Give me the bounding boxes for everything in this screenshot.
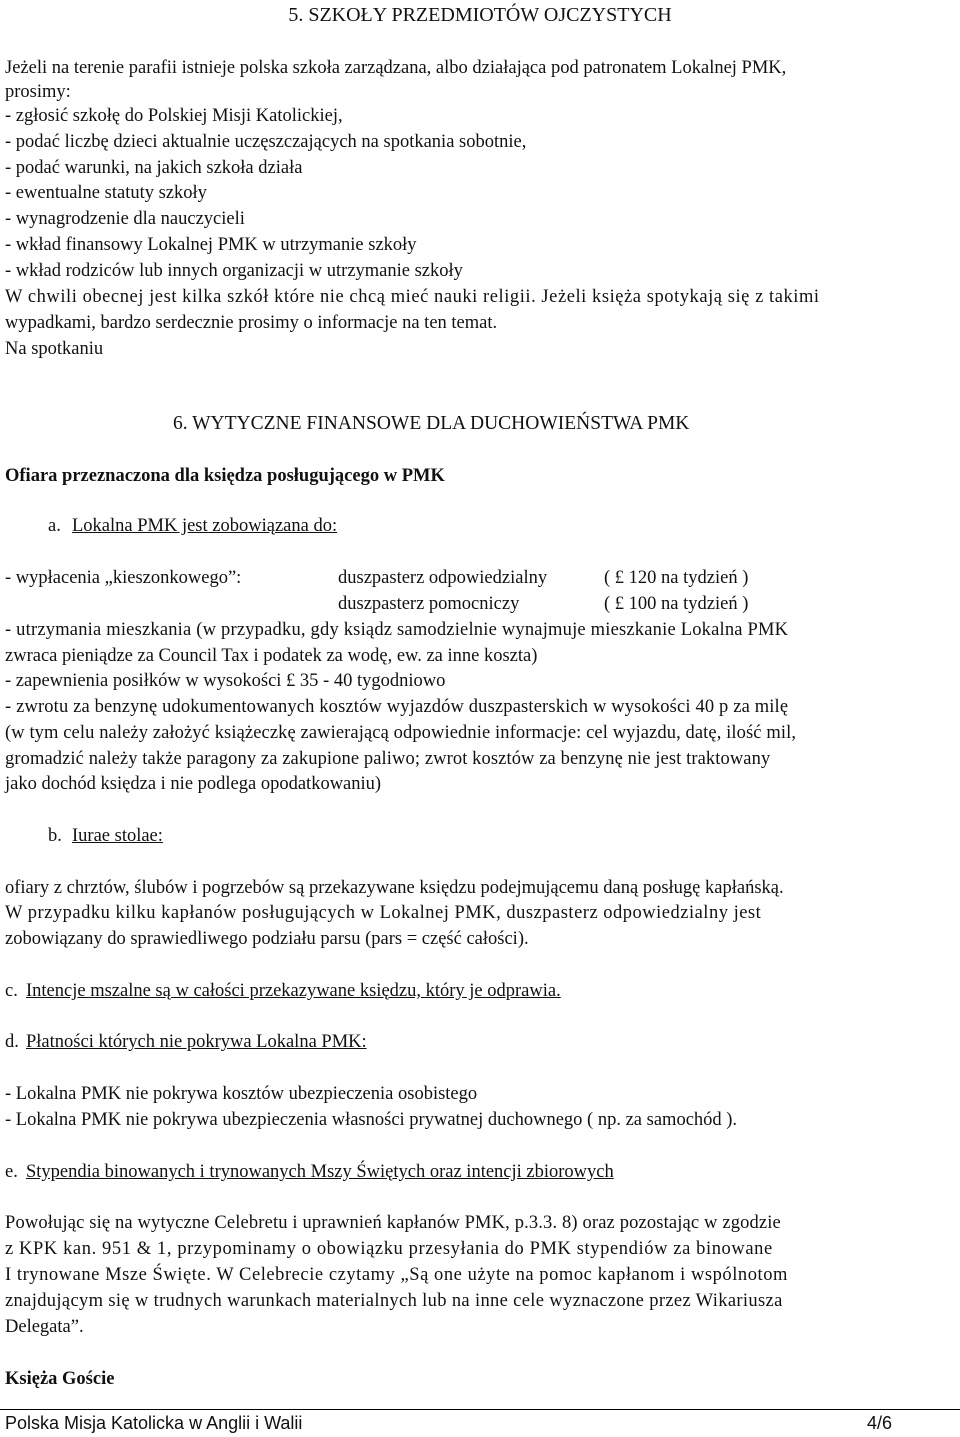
page-footer <box>0 1409 960 1437</box>
point-a-marker: a. <box>48 516 61 536</box>
paragraph-line: ofiary z chrztów, ślubów i pogrzebów są przekazywane księdzu podejmującemu daną posługę kapłańską. <box>5 878 784 898</box>
section-6-subtitle: Ofiara przeznaczona dla księdza posługującego w PMK <box>5 466 445 486</box>
point-c-heading: Intencje mszalne są w całości przekazywane księdzu, który je odprawia. <box>26 981 561 1001</box>
point-e-marker: e. <box>5 1162 18 1182</box>
paragraph-line: Delegata”. <box>5 1317 84 1337</box>
paragraph-line: - zapewnienia posiłków w wysokości £ 35 - 40 tygodniowo <box>5 671 446 691</box>
paragraph-line: znajdującym się w trudnych warunkach materialnych lub na inne cele wyznaczone przez Wikariusza <box>5 1291 783 1311</box>
point-c-marker: c. <box>5 981 18 1001</box>
point-d-marker: d. <box>5 1032 19 1052</box>
paragraph-line: gromadzić należy także paragony za zakupione paliwo; zwrot kosztów za benzynę nie jest traktowany <box>5 749 771 769</box>
pay-label: - wypłacenia „kieszonkowego”: <box>5 568 242 588</box>
paragraph-line: I trynowane Msze Święte. W Celebrecie czytamy „Są one użyte na pomoc kapłanom i wspólnotom <box>5 1265 788 1285</box>
list-item: - podać warunki, na jakich szkoła działa <box>5 158 303 178</box>
intro-line: prosimy: <box>5 82 71 102</box>
paragraph-line: W chwili obecnej jest kilka szkół które nie chcą mieć nauki religii. Jeżeli księża spotykają się z takimi <box>5 287 820 307</box>
paragraph-line: Na spotkaniu <box>5 339 104 359</box>
point-a-heading: Lokalna PMK jest zobowiązana do: <box>72 516 338 536</box>
pay-amount: ( £ 100 na tydzień ) <box>604 594 749 614</box>
pay-role: duszpasterz pomocniczy <box>338 594 520 614</box>
paragraph-line: W przypadku kilku kapłanów posługujących w Lokalnej PMK, duszpasterz odpowiedzialny jest <box>5 903 762 923</box>
paragraph-line: - zwrotu za benzynę udokumentowanych kosztów wyjazdów duszpasterskich w wysokości 40 p za milę <box>5 697 789 717</box>
section-5-title: 5. SZKOŁY PRZEDMIOTÓW OJCZYSTYCH <box>288 4 672 26</box>
list-item: - ewentualne statuty szkoły <box>5 183 207 203</box>
point-b-marker: b. <box>48 826 62 846</box>
list-item: - podać liczbę dzieci aktualnie uczęszczających na spotkania sobotnie, <box>5 132 527 152</box>
point-b-heading-text: Iurae stolae: <box>72 826 163 846</box>
footer-org-name: Polska Misja Katolicka w Anglii i Walii <box>5 1413 303 1433</box>
list-item: - Lokalna PMK nie pokrywa ubezpieczenia własności prywatnej duchownego ( np. za samochód ). <box>5 1110 738 1130</box>
point-d-heading: Płatności których nie pokrywa Lokalna PMK: <box>26 1032 367 1052</box>
paragraph-line: zwraca pieniądze za Council Tax i podatek za wodę, ew. za inne koszta) <box>5 646 538 666</box>
pay-role: duszpasterz odpowiedzialny <box>338 568 548 588</box>
intro-line: Jeżeli na terenie parafii istnieje polska szkoła zarządzana, albo działająca pod patronatem Lokalnej PMK, <box>5 58 787 78</box>
point-b-heading <box>72 823 163 849</box>
paragraph-line: wypadkami, bardzo serdecznie prosimy o informacje na ten temat. <box>5 313 498 333</box>
guests-heading: Księża Goście <box>5 1369 115 1389</box>
list-item: - zgłosić szkołę do Polskiej Misji Katolickiej, <box>5 106 343 126</box>
paragraph-line: - utrzymania mieszkania (w przypadku, gdy ksiądz samodzielnie wynajmuje mieszkanie Lokalna PMK <box>5 620 789 640</box>
list-item: - wkład rodziców lub innych organizacji w utrzymanie szkoły <box>5 261 463 281</box>
paragraph-line: z KPK kan. 951 & 1, przypominamy o obowiązku przesyłania do PMK stypendiów za binowane <box>5 1239 773 1259</box>
paragraph-line: jako dochód księdza i nie podlega opodatkowaniu) <box>5 774 382 794</box>
page-number: 4/6 <box>866 1413 892 1433</box>
list-item: - wynagrodzenie dla nauczycieli <box>5 209 245 229</box>
point-e-heading: Stypendia binowanych i trynowanych Mszy Świętych oraz intencji zbiorowych <box>26 1162 614 1182</box>
list-item: - Lokalna PMK nie pokrywa kosztów ubezpieczenia osobistego <box>5 1084 478 1104</box>
list-item: - wkład finansowy Lokalnej PMK w utrzymanie szkoły <box>5 235 417 255</box>
pay-amount: ( £ 120 na tydzień ) <box>604 568 749 588</box>
section-6-title: 6. WYTYCZNE FINANSOWE DLA DUCHOWIEŃSTWA PMK <box>173 413 690 434</box>
paragraph-line: zobowiązany do sprawiedliwego podziału parsu (pars = część całości). <box>5 929 529 949</box>
paragraph-line: (w tym celu należy założyć książeczkę zawierającą odpowiednie informacje: cel wyjazdu, datę, ilość mil, <box>5 723 797 743</box>
paragraph-line: Powołując się na wytyczne Celebretu i uprawnień kapłanów PMK, p.3.3. 8) oraz pozostając w zgodzie <box>5 1213 781 1233</box>
